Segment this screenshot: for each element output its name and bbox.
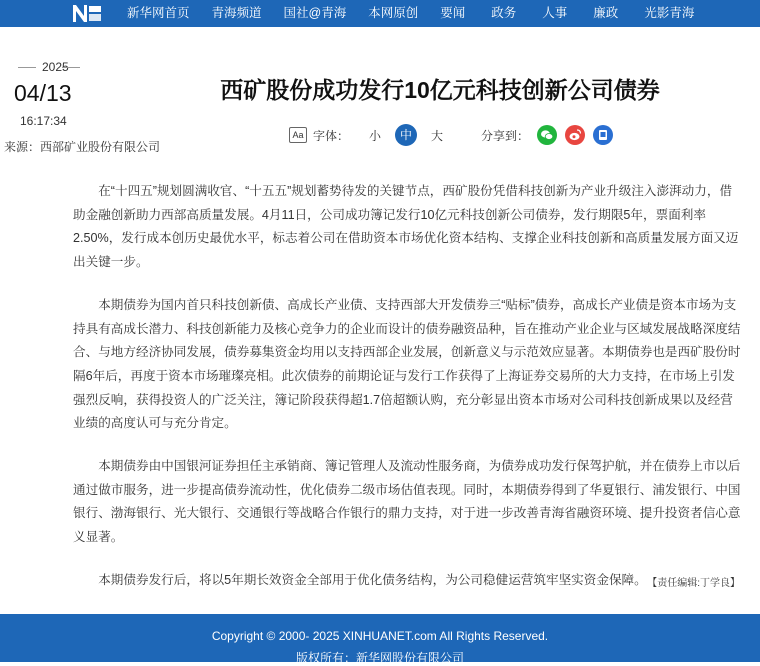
nav-original[interactable]: 本网原创 [368,6,419,20]
owner-text: 版权所有：新华网股份有限公司 [295,651,464,665]
share-label: 分享到： [481,128,530,143]
responsible-editor: 【责任编辑:丁学良】 [647,578,740,589]
qzone-share-icon[interactable] [593,125,613,145]
divider [18,67,36,68]
nav-home[interactable]: 新华网首页 [127,6,190,20]
wechat-share-icon[interactable] [537,125,557,145]
article-title: 西矿股份成功发行10亿元科技创新公司债券 [220,77,660,103]
article-paragraph: 本期债券由中国银河证券担任主承销商、簿记管理人及流动性服务商，为债券成功发行保驾护航，并在债券上市以后通过做市服务，进一步提高债券流动性，优化债券二级市场估值表现。同时，本期债券得到了华夏银行、浦发银行、中国银行、渤海银行、光大银行、交通银行等战略合作银行的鼎力支持，对于进一步改善青海省融资环境、提升投资者信心意义显著。 [73,459,741,545]
article-paragraph: 本期债券为国内首只科技创新债、高成长产业债、支持西部大开发债券三“贴标”债券，高成长产业债是资本市场为支持具有高成长潜力、科技创新能力及核心竞争力的企业而设计的债券融资品种，旨在推动产业企业与区域发展战略深度结合、与地方经济协同发展，债券募集资金均用以支持西部企业发展，创新意义与示范效应显著。本期债券也是西矿股份时隔6年后，再度于资本市场璀璨亮相。此次债券的前期论证与发行工作获得了上海证券交易所的大力支持，在市场上引发强烈反响，获得投资人的广泛关注，簿记阶段获得超1.7倍超额认购，充分彰显出资本市场对公司科技创新成果以及经营业绩的高度认可与充分肯定。 [73,297,741,431]
font-medium-button[interactable]: 中 [395,124,417,146]
nav-integrity[interactable]: 廉政 [593,6,619,20]
nav-photo-qinghai[interactable]: 光影青海 [644,6,695,20]
article-toolbar [289,125,613,145]
article-source: 来源：西部矿业股份有限公司 [4,140,161,154]
nav-government[interactable]: 政务 [491,6,517,20]
xinhuanet-logo[interactable] [70,2,104,24]
nav-guoshe-qinghai[interactable]: 国社@青海 [283,6,347,20]
nav-news[interactable]: 要闻 [440,6,466,20]
divider [62,67,80,68]
article-paragraph: 本期债券发行后，将以5年期长效资金全部用于优化债务结构，为公司稳健运营筑牢坚实资金保障。 [98,572,647,587]
publish-date: 04/13 [14,80,72,106]
top-nav-bar [0,0,760,27]
article-body [73,180,743,612]
font-size-label: 字体： [313,128,350,143]
font-small-button[interactable]: 小 [369,128,382,143]
weibo-share-icon[interactable] [565,125,585,145]
publish-time: 16:17:34 [20,114,67,128]
page-footer [0,614,760,665]
copyright-text: Copyright © 2000- 2025 XINHUANET.com All Rights Reserved. [211,629,549,643]
article-paragraph: 在“十四五”规划圆满收官、“十五五”规划蓄势待发的关键节点，西矿股份凭借科技创新为产业升级注入澎湃动力，借助金融创新助力西部高质量发展。4月11日，公司成功簿记发行10亿元科技创新公司债券，发行期限5年，票面利率2.50%，发行成本创历史最优水平，标志着公司在借助资本市场优化资本结构、支撑企业科技创新和高质量发展方面又迈出关键一步。 [73,184,739,270]
publish-year: 2025 [18,60,80,74]
font-size-icon: Aa [289,127,307,143]
font-large-button[interactable]: 大 [431,128,444,143]
nav-qinghai-channel[interactable]: 青海频道 [211,6,262,20]
nav-personnel[interactable]: 人事 [542,6,568,20]
